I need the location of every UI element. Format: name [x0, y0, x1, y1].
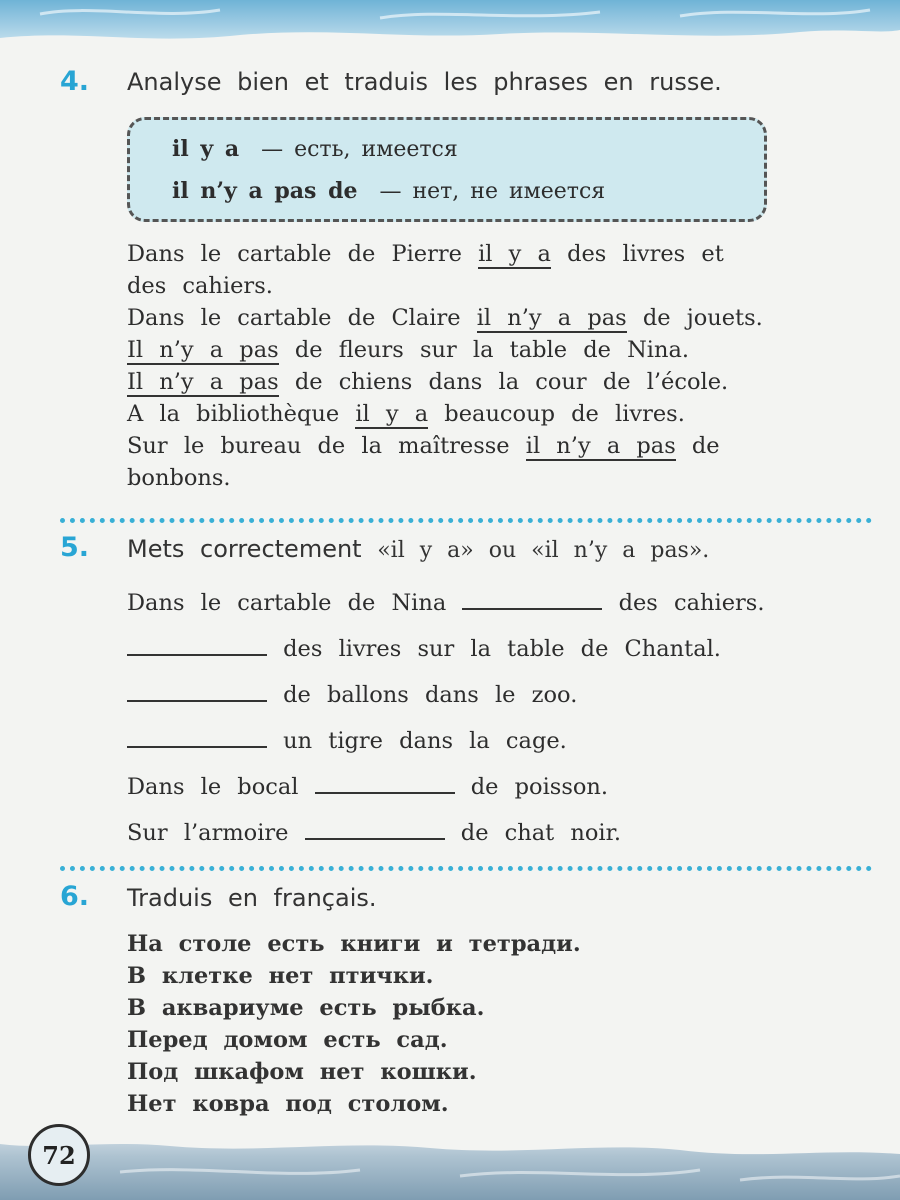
ex4-s6-underlined: il y a	[355, 401, 429, 427]
ex4-s2-text: des cahiers.	[127, 273, 273, 299]
ex4-sentence-2	[127, 305, 763, 331]
ex5-s3-blank[interactable]	[127, 678, 267, 702]
ex4-s7-post: de	[675, 433, 720, 459]
exercise-6-number: 6.	[60, 881, 90, 912]
ex4-s4-underlined: Il n’y a pas	[127, 337, 279, 363]
ex5-s1-post: des cahiers.	[618, 590, 765, 616]
ex5-sentence-6	[127, 816, 621, 846]
ex6-sentence-3: В аквариуме есть рыбка.	[127, 995, 485, 1021]
ex5-instruction-text: Mets correctement	[127, 535, 378, 563]
ex4-sentence-3	[127, 337, 689, 363]
ex4-s6-post: beaucoup de livres.	[428, 401, 685, 427]
ex4-s3-post: de jouets.	[626, 305, 763, 331]
page-number-badge	[28, 1124, 90, 1186]
ex4-sentence-6	[127, 433, 720, 459]
ex5-s6-blank[interactable]	[305, 816, 445, 840]
rule-line-2	[172, 178, 605, 204]
ex5-s3-post: de ballons dans le zoo.	[283, 682, 578, 708]
ex4-s3-underlined: il n’y a pas	[476, 305, 627, 331]
page-number: 72	[42, 1140, 76, 1170]
ex5-s5-blank[interactable]	[315, 770, 455, 794]
rule-2-russian: — нет, не имеется	[379, 179, 606, 204]
exercise-4-instruction: Analyse bien et traduis les phrases en russe.	[127, 68, 722, 96]
ex4-s1-underlined: il y a	[478, 241, 551, 267]
exercise-4-number: 4.	[60, 66, 90, 97]
ex5-sentence-2	[127, 632, 721, 662]
ex4-sentence-1	[127, 241, 724, 267]
ex5-sentence-5	[127, 770, 608, 800]
top-decorative-band	[0, 0, 900, 52]
ex4-sentence-6-cont	[127, 465, 231, 491]
ex5-s6-pre: Sur l’armoire	[127, 820, 289, 846]
ex5-s1-pre: Dans le cartable de Nina	[127, 590, 447, 616]
ex4-s7-underlined: il n’y a pas	[525, 433, 676, 459]
exercise-5-number: 5.	[60, 532, 90, 563]
ex4-s3-pre: Dans le cartable de Claire	[127, 305, 477, 331]
ex6-sentence-4: Перед домом есть сад.	[127, 1027, 448, 1053]
ex5-s2-blank[interactable]	[127, 632, 267, 656]
ex5-sentence-1	[127, 586, 764, 616]
ex4-s6-pre: A la bibliothèque	[127, 401, 356, 427]
ex4-s4-post: de fleurs sur la table de Nina.	[278, 337, 690, 363]
section-divider	[60, 518, 872, 523]
rule-1-russian: — есть, имеется	[261, 137, 458, 162]
ex4-s1-pre: Dans le cartable de Pierre	[127, 241, 479, 267]
ex4-sentence-1-cont	[127, 273, 273, 299]
ex5-s5-pre: Dans le bocal	[127, 774, 299, 800]
ex5-s4-post: un tigre dans la cage.	[283, 728, 567, 754]
rule-1-french: il y a	[172, 136, 240, 162]
bottom-decorative-band	[0, 1120, 900, 1200]
ex6-sentence-5: Под шкафом нет кошки.	[127, 1059, 477, 1085]
rule-line-1	[172, 136, 458, 162]
exercise-6-instruction: Traduis en français.	[127, 884, 377, 912]
ex4-s1-post: des livres et	[550, 241, 724, 267]
ex5-sentence-4	[127, 724, 567, 754]
ex5-s2-post: des livres sur la table de Chantal.	[283, 636, 721, 662]
rule-box	[127, 117, 767, 222]
exercise-5-instruction	[127, 535, 709, 563]
ex4-sentence-5	[127, 401, 685, 427]
ex4-s5-underlined: Il n’y a pas	[127, 369, 279, 395]
ex6-sentence-6: Нет ковра под столом.	[127, 1091, 449, 1117]
ex4-sentence-4	[127, 369, 728, 395]
ex6-sentence-1: На столе есть книги и тетради.	[127, 931, 581, 957]
ex5-s4-blank[interactable]	[127, 724, 267, 748]
section-divider-2	[60, 866, 872, 871]
ex5-s6-post: de chat noir.	[460, 820, 622, 846]
rule-2-french: il n’y a pas de	[172, 178, 358, 204]
ex5-sentence-3	[127, 678, 577, 708]
ex5-instruction-quote: «il y a» ou «il n’y a pas».	[377, 538, 710, 563]
ex4-s7-pre: Sur le bureau de la maîtresse	[127, 433, 526, 459]
ex5-s1-blank[interactable]	[462, 586, 602, 610]
ex5-s5-post: de poisson.	[470, 774, 609, 800]
ex4-s5-post: de chiens dans la cour de l’école.	[278, 369, 729, 395]
ex4-s8-text: bonbons.	[127, 465, 231, 491]
ex6-sentence-2: В клетке нет птички.	[127, 963, 434, 989]
